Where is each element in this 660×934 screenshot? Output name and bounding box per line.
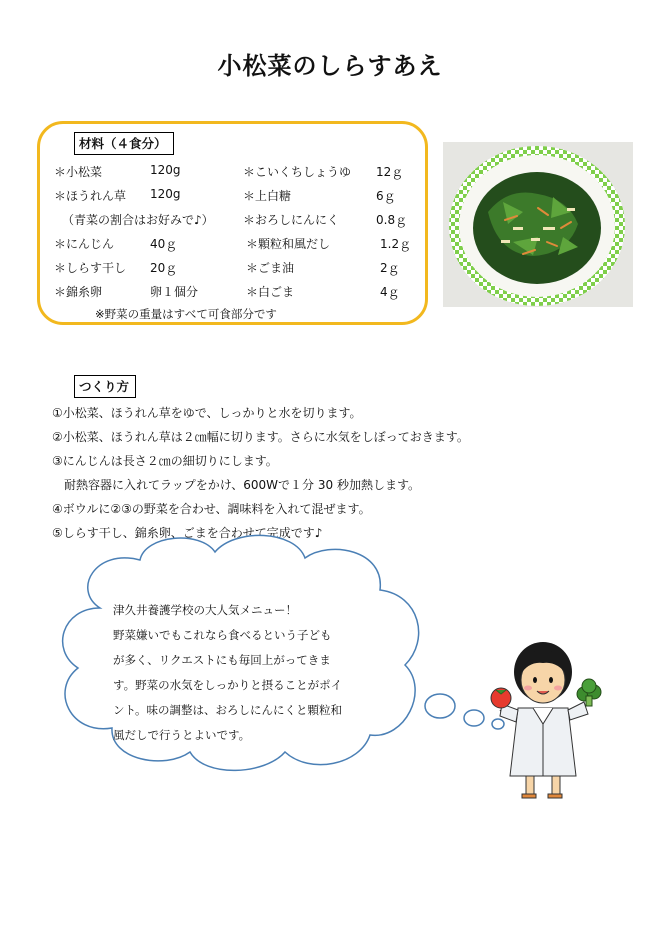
ingredient-name: ＊錦糸卵 [54, 285, 103, 299]
ingredient-amount: 12ｇ [376, 165, 404, 179]
comment-line: 野菜嫌いでもこれなら食べるという子ども [113, 628, 332, 642]
ingredient-name: ＊白ごま [246, 285, 295, 299]
page-title: 小松菜のしらすあえ [217, 52, 443, 80]
step-item: ②小松菜、ほうれん草は２㎝幅に切ります。さらに水気をしぼっておきます。 [52, 430, 469, 444]
comment-line: ント。味の調整は、おろしにんにくと顆粒和 [113, 703, 342, 717]
ingredient-name: ＊小松菜 [54, 165, 103, 179]
steps-label: つくり方 [74, 375, 136, 398]
step-item: ④ボウルに②③の野菜を合わせ、調味料を入れて混ぜます。 [52, 502, 371, 516]
ingredient-amount: 6ｇ [376, 189, 396, 203]
ingredients-note: ※野菜の重量はすべて可食部分です [95, 307, 277, 321]
comment-line: が多く、リクエストにも毎回上がってきま [113, 653, 331, 667]
ingredient-amount: 20ｇ [150, 261, 178, 275]
ingredient-name: ＊しらす干し [54, 261, 127, 275]
ingredient-amount: 4ｇ [380, 285, 400, 299]
ingredient-name: ＊上白糖 [243, 189, 292, 203]
ingredient-amount: 120g [150, 187, 181, 201]
ingredient-amount: 1.2ｇ [380, 237, 412, 251]
step-item: ③にんじんは長さ２㎝の細切りにします。 [52, 454, 278, 468]
ingredient-name: ＊ごま油 [246, 261, 295, 275]
ingredient-amount: 0.8ｇ [376, 213, 408, 227]
nutritionist-illustration [488, 630, 608, 800]
ingredient-amount: 120g [150, 163, 181, 177]
ingredient-name: ＊ほうれん草 [54, 189, 127, 203]
comment-line: 風だしで行うとよいです。 [113, 728, 251, 742]
ingredient-amount: 40ｇ [150, 237, 178, 251]
step-item: 耐熱容器に入れてラップをかけ、600Wで１分 30 秒加熱します。 [52, 478, 420, 492]
ingredients-label: 材料（４食分） [74, 132, 174, 155]
ingredient-name: ＊顆粒和風だし [246, 237, 331, 251]
ingredient-name: ＊こいくちしょうゆ [243, 165, 352, 179]
ingredient-name: ＊おろしにんにく [243, 213, 340, 227]
comment-line: す。野菜の水気をしっかりと摂ることがポイ [113, 678, 343, 692]
ingredient-name: ＊にんじん [54, 237, 115, 251]
comment-line: 津久井養護学校の大人気メニュー！ [113, 603, 297, 617]
ingredient-amount: 卵１個分 [150, 285, 199, 299]
step-item: ①小松菜、ほうれん草をゆで、しっかりと水を切ります。 [52, 406, 362, 420]
ingredient-note: （青菜の割合はお好みで♪） [62, 213, 214, 227]
step-item: ⑤しらす干し、錦糸卵、ごまを合わせて完成です♪ [52, 526, 323, 540]
ingredient-amount: 2ｇ [380, 261, 400, 275]
